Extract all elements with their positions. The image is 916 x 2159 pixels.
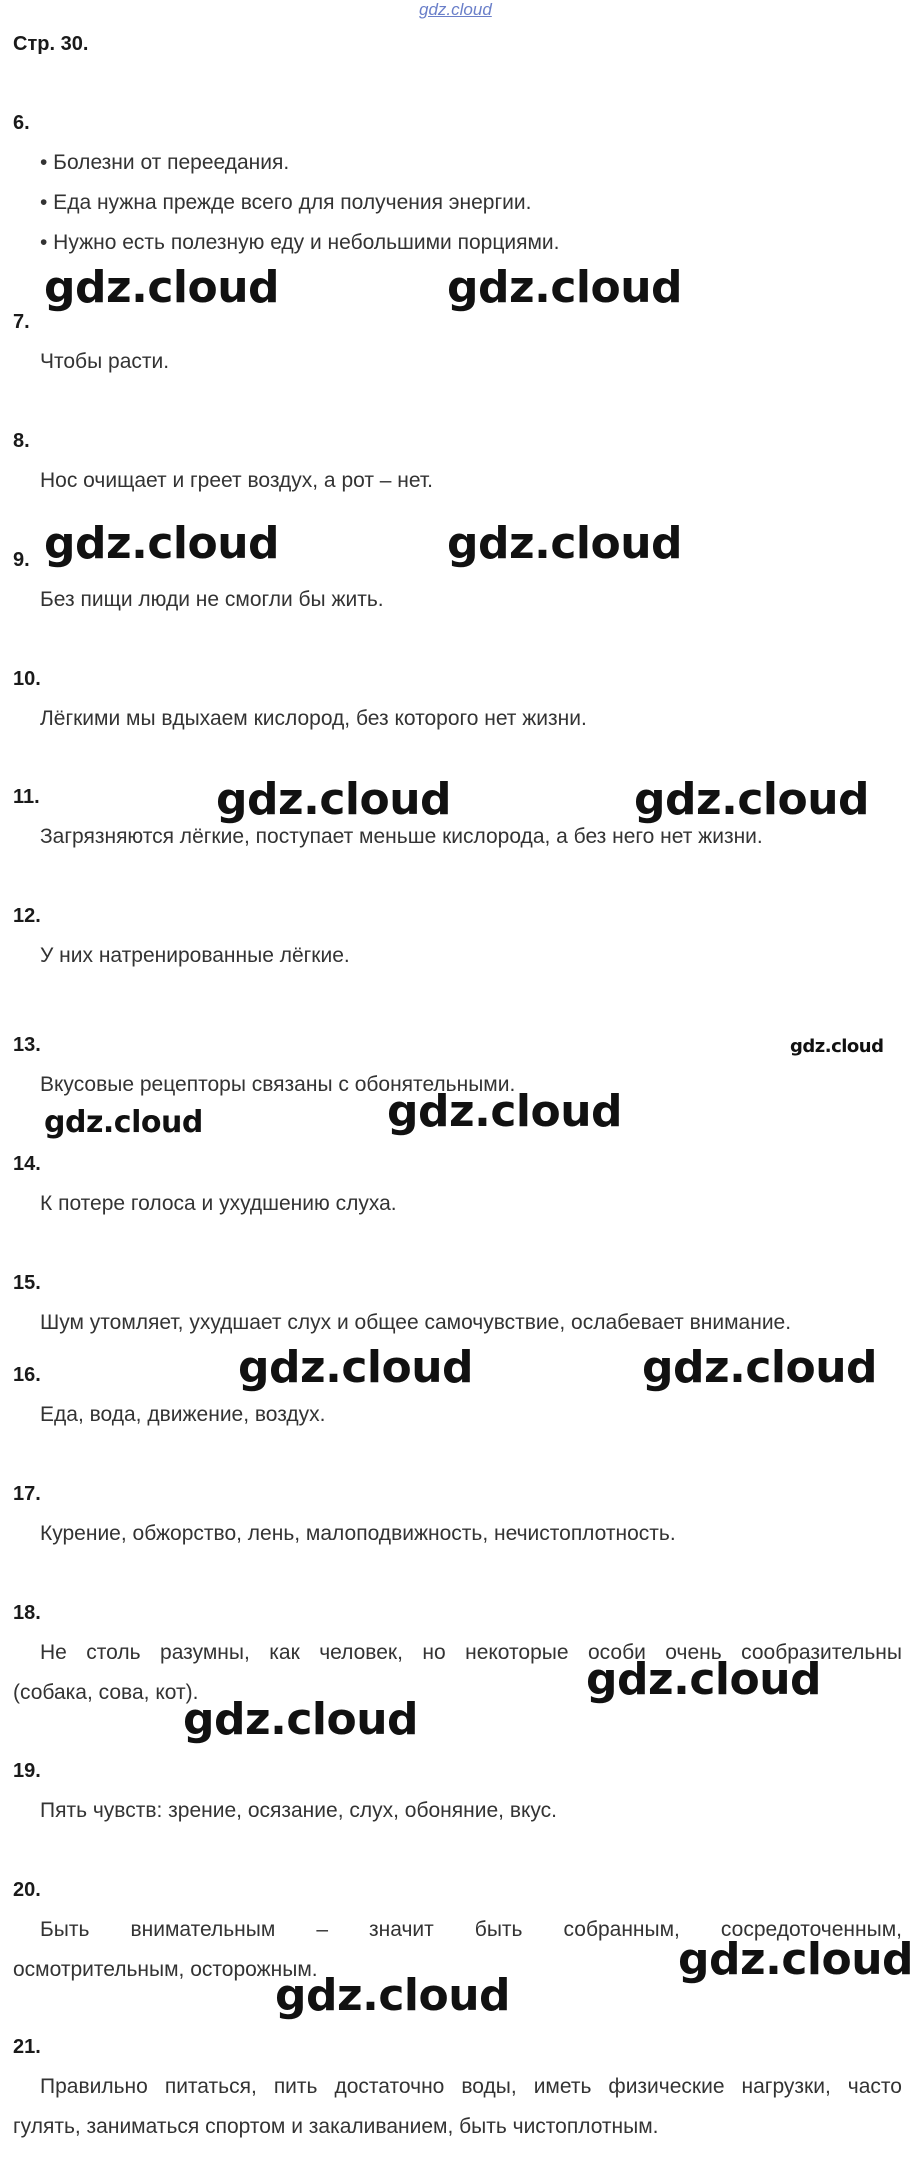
answer-line: гулять, заниматься спортом и закаливанием, быть чистоплотным. [13, 2115, 659, 2138]
answer-line: Нос очищает и греет воздух, а рот – нет. [40, 469, 434, 492]
answer-line: Не столь разумны, как человек, но некоторые особи очень сообразительны [40, 1641, 902, 1664]
answer-line: • Нужно есть полезную еду и небольшими порциями. [40, 231, 560, 254]
answer-line: • Еда нужна прежде всего для получения энергии. [40, 191, 532, 214]
item-number: 12. [13, 905, 41, 927]
answer-line: Еда, вода, движение, воздух. [40, 1403, 326, 1426]
answer-line: (собака, сова, кот). [13, 1681, 199, 1704]
watermark: gdz.cloud [790, 1036, 884, 1057]
answer-line: Без пищи люди не смогли бы жить. [40, 588, 384, 611]
answer-line: У них натренированные лёгкие. [40, 944, 350, 967]
item-number: 16. [13, 1364, 41, 1386]
item-number: 18. [13, 1602, 41, 1624]
watermark: gdz.cloud [183, 1694, 419, 1745]
answer-line: Вкусовые рецепторы связаны с обонятельными. [40, 1073, 516, 1096]
answer-line: Курение, обжорство, лень, малоподвижность, нечистоплотность. [40, 1522, 676, 1545]
answer-line: Быть внимательным – значит быть собранным, сосредоточенным, [40, 1918, 902, 1941]
watermark: gdz.cloud [44, 262, 280, 313]
answer-line: • Болезни от переедания. [40, 151, 290, 174]
item-number: 21. [13, 2036, 41, 2058]
top-watermark: gdz.cloud [419, 0, 492, 19]
answer-line: Правильно питаться, пить достаточно воды, иметь физические нагрузки, часто [40, 2075, 902, 2098]
answer-line: Загрязняются лёгкие, поступает меньше кислорода, а без него нет жизни. [40, 825, 763, 848]
watermark: gdz.cloud [44, 518, 280, 569]
item-number: 17. [13, 1483, 41, 1505]
item-number: 19. [13, 1760, 41, 1782]
item-number: 20. [13, 1879, 41, 1901]
watermark: gdz.cloud [678, 1934, 914, 1985]
answer-line: Пять чувств: зрение, осязание, слух, обоняние, вкус. [40, 1799, 557, 1822]
answer-line: Лёгкими мы вдыхаем кислород, без которого нет жизни. [40, 707, 587, 730]
item-number: 15. [13, 1272, 41, 1294]
answer-line: Чтобы расти. [40, 350, 170, 373]
item-number: 13. [13, 1034, 41, 1056]
item-number: 7. [13, 311, 30, 333]
item-number: 9. [13, 549, 30, 571]
watermark: gdz.cloud [447, 262, 683, 313]
page-title: Стр. 30. [13, 33, 89, 55]
watermark: gdz.cloud [447, 518, 683, 569]
item-number: 6. [13, 112, 30, 134]
watermark: gdz.cloud [387, 1086, 623, 1137]
watermark: gdz.cloud [275, 1970, 511, 2021]
item-number: 14. [13, 1153, 41, 1175]
answer-line: осмотрительным, осторожным. [13, 1958, 318, 1981]
watermark: gdz.cloud [238, 1342, 474, 1393]
item-number: 10. [13, 668, 41, 690]
item-number: 11. [13, 786, 40, 808]
watermark: gdz.cloud [216, 774, 452, 825]
item-number: 8. [13, 430, 30, 452]
watermark: gdz.cloud [642, 1342, 878, 1393]
answer-line: Шум утомляет, ухудшает слух и общее самочувствие, ослабевает внимание. [40, 1311, 792, 1334]
answer-line: К потере голоса и ухудшению слуха. [40, 1192, 397, 1215]
watermark: gdz.cloud [44, 1105, 203, 1140]
watermark: gdz.cloud [586, 1654, 822, 1705]
watermark: gdz.cloud [634, 774, 870, 825]
